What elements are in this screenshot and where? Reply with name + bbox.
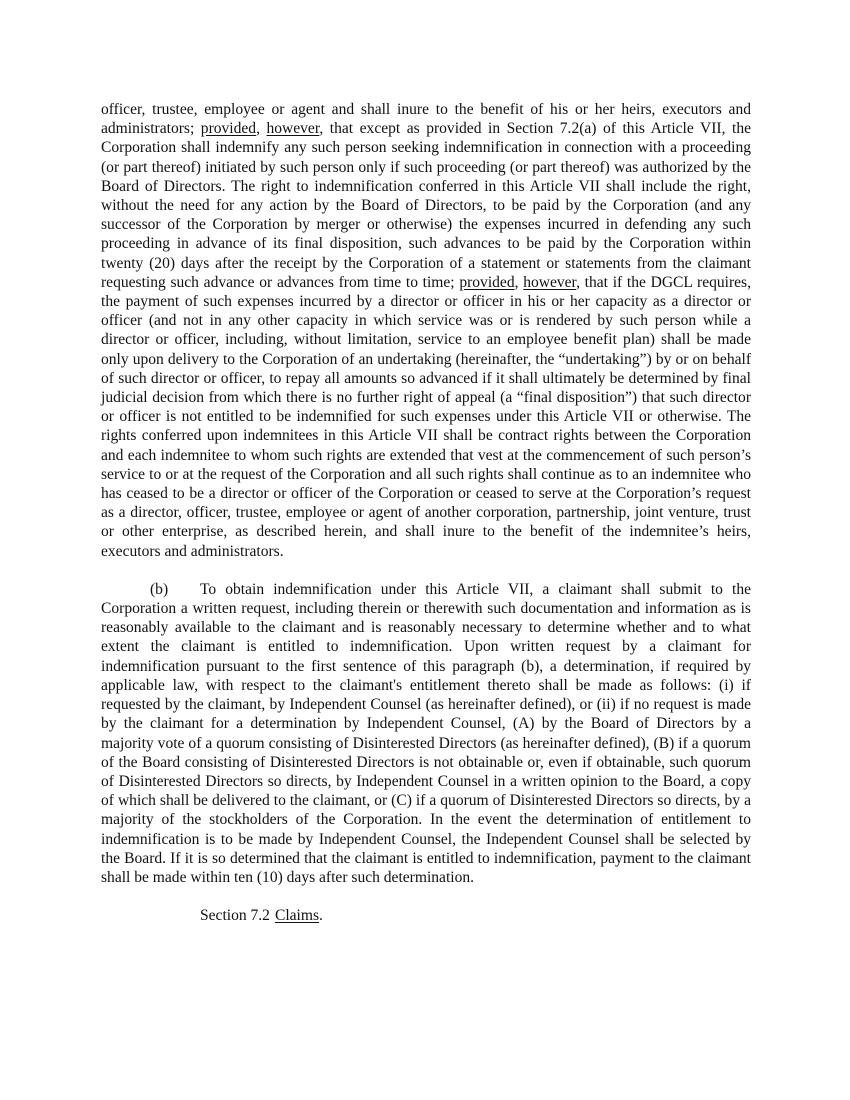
paragraph-text: , that if the DGCL requires, the payment of such expenses incurred by a director or officer in his or her capacity as a director or officer (and not in any other capacity in which service was or is rendered by such person while a director or officer, including, without limitation, service to an employee benefit plan) shall be made only upon delivery to the Corporation of an undertaking (hereinafter, the “undertaking”) by or on behalf of such director or officer, to repay all amounts so advanced if it shall ultimately be determined by final judicial decision from which there is no further right of appeal (a “final disposition”) that such director or officer is not entitled to be indemnified for such expenses under this Article VII or otherwise. The rights conferred upon indemnitees in this Article VII shall be contract rights between the Corporation and each indemnitee to whom such rights are extended that vest at the commencement of such person’s service to or at the request of the Corporation and all such rights shall continue as to an indemnitee who has ceased to be a director or officer of the Corporation or ceased to serve at the Corporation’s request as a director, officer, trustee, employee or agent of another corporation, partnership, joint venture, trust or other enterprise, as described herein, and shall inure to the benefit of the indemnitee’s heirs, executors and administrators. xyxy=(101,273,751,560)
paragraph-b-claim-procedure xyxy=(101,580,751,887)
paragraph-text: , that except as provided in Section 7.2(a) of this Article VII, the Corporation shall indemnify any such person seeking indemnification in connection with a proceeding (or part thereof) initiated by such person only if such proceeding (or part thereof) was authorized by the Board of Directors. The right to indemnification conferred in this Article VII shall include the right, without the need for any action by the Board of Directors, to be paid by the Corporation (and any successor of the Corporation by merger or otherwise) the expenses incurred in defending any such proceeding in advance of its final disposition, such advances to be paid by the Corporation within twenty (20) days after the receipt by the Corporation of a statement or statements from the claimant requesting such advance or advances from time to time; xyxy=(101,120,752,291)
paragraph-advancement-of-expenses xyxy=(101,100,751,561)
paragraph-text: , xyxy=(256,120,267,138)
section-title: Claims xyxy=(274,907,320,925)
paragraph-marker: (b) xyxy=(150,580,169,598)
underlined-term-provided: provided xyxy=(200,120,257,138)
document-page xyxy=(101,100,751,925)
underlined-term-however: however xyxy=(523,273,577,291)
section-heading xyxy=(101,906,751,925)
paragraph-text: To obtain indemnification under this Article VII, a claimant shall submit to the Corporation a written request, including therein or therewith such documentation and information as is reasonably available to the claimant and is reasonably necessary to determine whether and to what extent the claimant is entitled to indemnification. Upon written request by a claimant for indemnification pursuant to the first sentence of this paragraph (b), a determination, if required by applicable law, with respect to the claimant's entitlement thereto shall be made as follows: (i) if requested by the claimant, by Independent Counsel (as hereinafter defined), or (ii) if no request is made by the claimant for a determination by Independent Counsel, (A) by the Board of Directors by a majority vote of a quorum consisting of Disinterested Directors (as hereinafter defined), (B) if a quorum of the Board consisting of Disinterested Directors is not obtainable or, even if obtainable, such quorum of Disinterested Directors so directs, by Independent Counsel in a written opinion to the Board, a copy of which shall be delivered to the claimant, or (C) if a quorum of Disinterested Directors so directs, by a majority of the stockholders of the Corporation. In the event the determination of entitlement to indemnification is to be made by Independent Counsel, the Independent Counsel shall be selected by the Board. If it is so determined that the claimant is entitled to indemnification, payment to the claimant shall be made within ten (10) days after such determination. xyxy=(101,580,751,886)
paragraph-text: , xyxy=(514,273,524,291)
underlined-term-provided: provided xyxy=(459,273,515,291)
paragraph-text: officer, trustee, employee or agent and shall inure to the benefit of his or her heirs, executors and administrators; xyxy=(101,101,751,138)
section-number: Section 7.2 xyxy=(200,907,270,925)
underlined-term-however: however xyxy=(266,120,320,138)
section-title-period: . xyxy=(319,907,323,925)
